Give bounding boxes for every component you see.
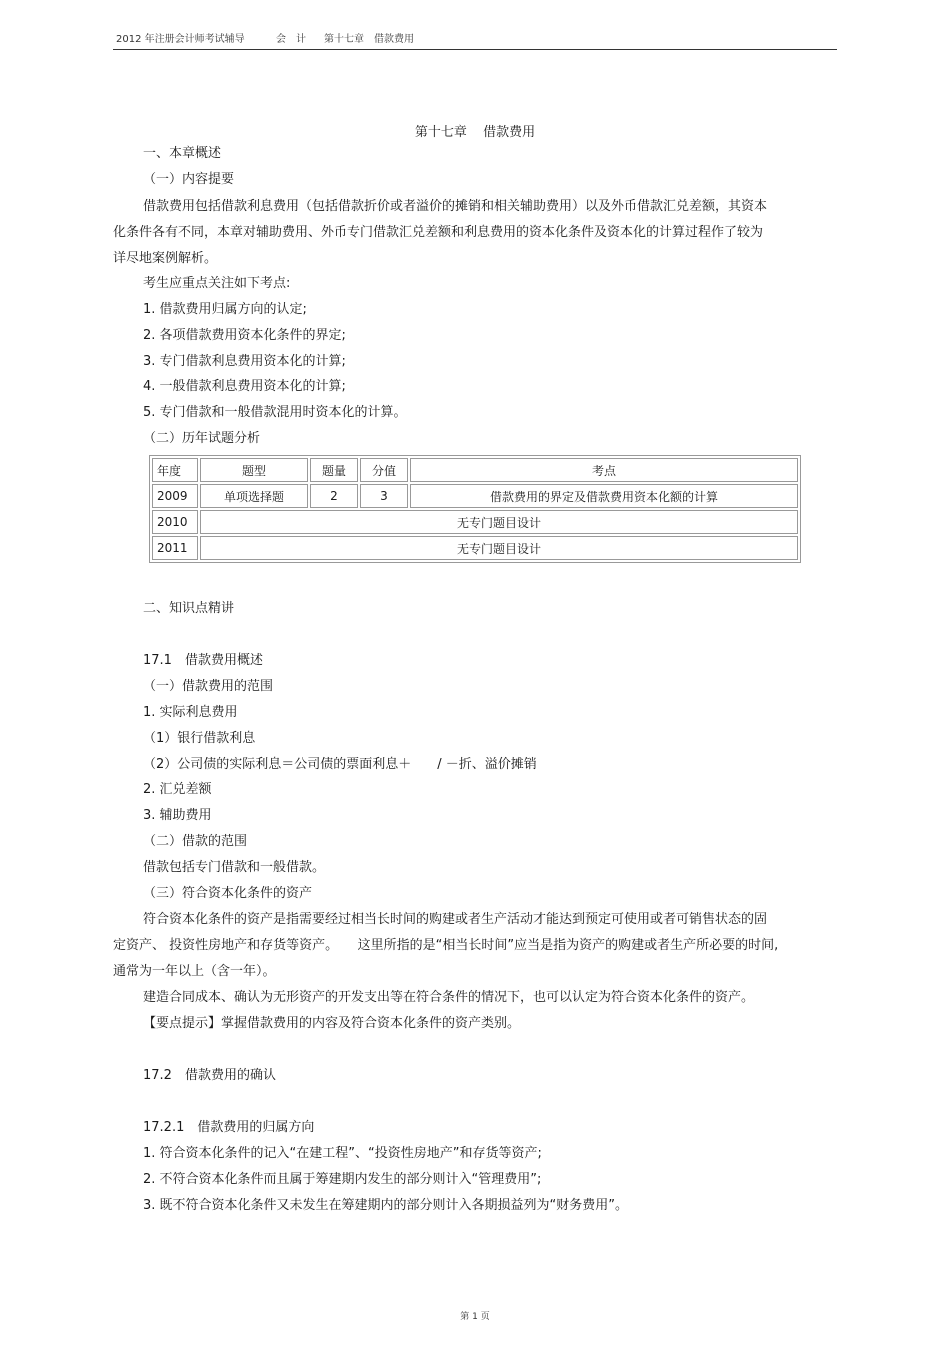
table-cell: 无专门题目设计 xyxy=(200,536,798,560)
list-item: 3. 既不符合资本化条件又未发生在筹建期内的部分则计入各期损益列为“财务费用”。 xyxy=(143,1198,629,1213)
paragraph-line: 通常为一年以上（含一年）。 xyxy=(113,964,276,979)
paragraph-line: 借款包括专门借款和一般借款。 xyxy=(143,860,326,875)
list-item: 2. 不符合资本化条件而且属于筹建期内发生的部分则计入“管理费用”; xyxy=(143,1172,542,1187)
table-cell: 无专门题目设计 xyxy=(200,510,798,534)
paragraph-line: 借款费用包括借款利息费用（包括借款折价或者溢价的摊销和相关辅助费用）以及外币借款汇兑差额，其资本 xyxy=(143,199,768,214)
list-item: 1. 借款费用归属方向的认定; xyxy=(143,302,307,317)
list-item: 1. 符合资本化条件的记入“在建工程”、“投资性房地产”和存货等资产; xyxy=(143,1146,542,1161)
table-header-cell: 年度 xyxy=(152,458,198,482)
table-cell: 2 xyxy=(310,484,358,508)
table-header-cell: 分值 xyxy=(360,458,408,482)
paragraph-line: 详尽地案例解析。 xyxy=(113,251,218,266)
table-row xyxy=(152,484,798,508)
header-chapter: 第十七章 借款费用 xyxy=(324,34,414,45)
section-heading: 一、本章概述 xyxy=(143,146,222,161)
header-exam-title: 2012 年注册会计师考试辅导 xyxy=(116,34,245,45)
paragraph-line: 建造合同成本、确认为无形资产的开发支出等在符合条件的情况下，也可以认定为符合资本化条件的资产。 xyxy=(143,990,755,1005)
table-header-cell: 题型 xyxy=(200,458,308,482)
paragraph-line: 符合资本化条件的资产是指需要经过相当长时间的购建或者生产活动才能达到预定可使用或者可销售状态的固 xyxy=(143,912,768,927)
table-header-cell: 题量 xyxy=(310,458,358,482)
subsection-heading: （一）内容提要 xyxy=(143,172,235,187)
paragraph-line: 化条件各有不同，本章对辅助费用、外币专门借款汇兑差额和利息费用的资本化条件及资本化的计算过程作了较为 xyxy=(113,225,764,240)
list-item: 5. 专门借款和一般借款混用时资本化的计算。 xyxy=(143,405,407,420)
list-item: 4. 一般借款利息费用资本化的计算; xyxy=(143,379,346,394)
exam-analysis-table xyxy=(149,455,801,563)
list-item: 2. 汇兑差额 xyxy=(143,782,212,797)
table-cell: 2009 xyxy=(152,484,198,508)
list-item: （2）公司债的实际利息＝公司债的票面利息＋ / －折、溢价摊销 xyxy=(143,757,537,772)
paragraph-line: 定资产、 投资性房地产和存货等资产。 这里所指的是“相当长时间”应当是指为资产的购建或者生产所必要的时间, xyxy=(113,938,779,953)
chapter-name: 借款费用 xyxy=(483,125,536,140)
table-header-row xyxy=(152,458,798,482)
table-cell: 单项选择题 xyxy=(200,484,308,508)
list-item: 3. 专门借款利息费用资本化的计算; xyxy=(143,354,346,369)
table-cell: 2010 xyxy=(152,510,198,534)
header-divider xyxy=(113,49,837,50)
subsection-heading: （一）借款费用的范围 xyxy=(143,679,274,694)
table-header-cell: 考点 xyxy=(410,458,798,482)
table-row xyxy=(152,510,798,534)
section-heading: 17.1 借款费用概述 xyxy=(143,653,263,668)
list-item: （1）银行借款利息 xyxy=(143,731,256,746)
header-subject: 会 计 xyxy=(276,34,306,45)
section-heading: 17.2 借款费用的确认 xyxy=(143,1068,276,1083)
subsection-heading: （三）符合资本化条件的资产 xyxy=(143,886,313,901)
page-title xyxy=(0,121,950,140)
subsection-heading: （二）借款的范围 xyxy=(143,834,248,849)
chapter-number: 第十七章 xyxy=(414,125,467,140)
table-cell: 借款费用的界定及借款费用资本化额的计算 xyxy=(410,484,798,508)
table-cell: 3 xyxy=(360,484,408,508)
table-cell: 2011 xyxy=(152,536,198,560)
key-point-tip: 【要点提示】掌握借款费用的内容及符合资本化条件的资产类别。 xyxy=(143,1016,521,1031)
table-row xyxy=(152,536,798,560)
section-heading: 二、知识点精讲 xyxy=(143,601,235,616)
list-item: 2. 各项借款费用资本化条件的界定; xyxy=(143,328,346,343)
paragraph-line: 考生应重点关注如下考点: xyxy=(143,276,291,291)
subsection-heading: （二）历年试题分析 xyxy=(143,431,261,446)
list-item: 1. 实际利息费用 xyxy=(143,705,238,720)
section-heading: 17.2.1 借款费用的归属方向 xyxy=(143,1120,315,1135)
list-item: 3. 辅助费用 xyxy=(143,808,212,823)
page-number: 第 1 页 xyxy=(460,1312,490,1322)
